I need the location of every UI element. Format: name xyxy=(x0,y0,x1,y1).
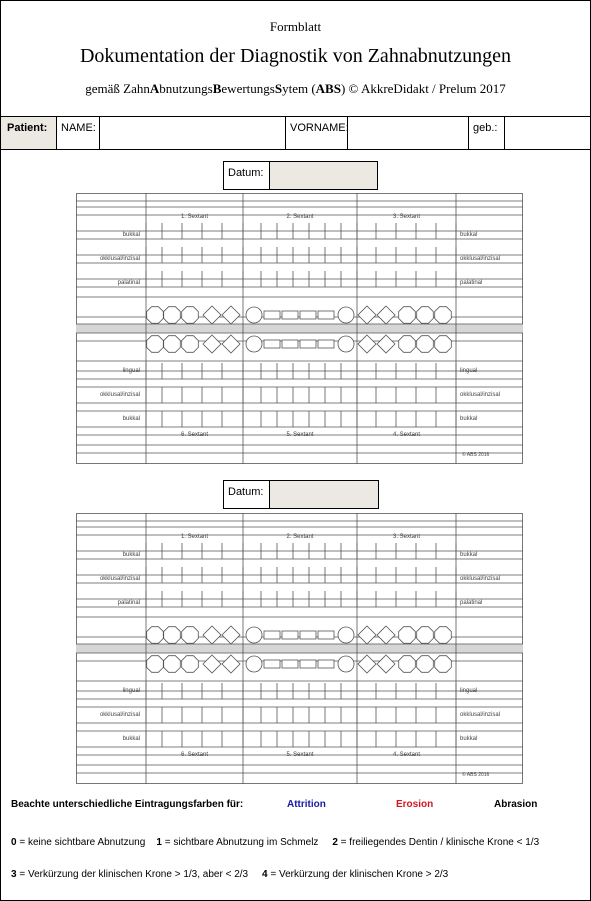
sextant-label: 1. Sextant xyxy=(180,214,209,220)
subtitle-part: S xyxy=(274,81,283,96)
canine-symbol xyxy=(246,656,262,672)
row-label-left: palatinal xyxy=(117,280,140,286)
row-label-left: bukkal xyxy=(122,736,140,742)
canine-symbol xyxy=(246,627,262,643)
molar-symbol xyxy=(147,656,164,673)
incisor-symbol xyxy=(318,340,334,348)
canine-symbol xyxy=(338,627,354,643)
scale-line-1 xyxy=(11,837,539,848)
molar-symbol xyxy=(182,307,199,324)
molar-symbol xyxy=(399,336,416,353)
sextant-label: 5. Sextant xyxy=(286,432,314,438)
legend-intro: Beachte unterschiedliche Eintragungsfarben für: xyxy=(11,799,244,810)
legend-erosion: Erosion xyxy=(396,799,434,810)
canine-symbol xyxy=(338,656,354,672)
legend-attrition: Attrition xyxy=(287,799,326,810)
incisor-symbol xyxy=(300,311,316,319)
dental-chart-1[interactable] xyxy=(76,193,523,464)
incisor-symbol xyxy=(264,660,280,668)
patient-row xyxy=(1,116,590,150)
row-label-right: okklusal/inzisal xyxy=(460,712,501,718)
sextant-label: 1. Sextant xyxy=(180,534,209,540)
chart-copyright: © ABS 2016 xyxy=(462,772,490,778)
incisor-symbol xyxy=(264,311,280,319)
scale-num: 2 xyxy=(332,837,338,848)
sextant-label: 3. Sextant xyxy=(392,534,421,540)
incisor-symbol xyxy=(264,340,280,348)
sextant-label: 4. Sextant xyxy=(392,432,421,438)
incisor-symbol xyxy=(282,340,298,348)
molar-symbol xyxy=(147,627,164,644)
sextant-label: 2. Sextant xyxy=(286,534,314,540)
molar-symbol xyxy=(435,307,452,324)
row-label-right: okklusal/inzisal xyxy=(460,576,501,582)
row-label-right: lingual xyxy=(460,368,478,374)
row-label-right: okklusal/inzisal xyxy=(460,256,501,262)
molar-symbol xyxy=(417,307,434,324)
row-label-right: bukkal xyxy=(460,736,478,742)
scale-num: 1 xyxy=(156,837,162,848)
scale-text: = Verkürzung der klinischen Krone > 1/3, aber < 2/3 xyxy=(16,869,249,880)
subtitle-part: ytem ( xyxy=(282,81,316,96)
sextant-label: 4. Sextant xyxy=(392,752,421,758)
geb-label: geb.: xyxy=(468,117,504,149)
subtitle-part: ABS xyxy=(315,81,341,96)
canine-symbol xyxy=(246,336,262,352)
subtitle-part: B xyxy=(212,81,222,96)
row-label-left: palatinal xyxy=(117,600,140,606)
datum-label: Datum: xyxy=(224,162,270,189)
row-label-right: palatinal xyxy=(460,600,483,606)
molar-symbol xyxy=(164,627,181,644)
datum-field-1[interactable] xyxy=(223,161,378,190)
incisor-symbol xyxy=(300,631,316,639)
row-label-right: okklusal/inzisal xyxy=(460,392,501,398)
molar-symbol xyxy=(417,656,434,673)
datum-field-2[interactable] xyxy=(223,480,379,509)
molar-symbol xyxy=(435,656,452,673)
row-label-left: okklusal/inzisal xyxy=(99,712,140,718)
row-label-right: palatinal xyxy=(460,280,483,286)
incisor-symbol xyxy=(318,660,334,668)
name-field[interactable] xyxy=(99,117,285,149)
incisor-symbol xyxy=(318,631,334,639)
row-label-left: lingual xyxy=(122,368,140,374)
document-title: Dokumentation der Diagnostik von Zahnabnutzungen xyxy=(79,45,511,67)
sextant-label: 6. Sextant xyxy=(180,432,209,438)
form-label: Formblatt xyxy=(269,19,322,34)
subtitle-part: bnutzungs xyxy=(159,81,213,96)
datum-input[interactable] xyxy=(270,162,377,189)
subtitle-part: gemäß Zahn xyxy=(85,81,150,96)
molar-symbol xyxy=(164,656,181,673)
row-label-left: bukkal xyxy=(122,232,140,238)
sextant-label: 3. Sextant xyxy=(392,214,421,220)
incisor-symbol xyxy=(282,311,298,319)
molar-symbol xyxy=(182,627,199,644)
molar-symbol xyxy=(182,336,199,353)
row-label-right: bukkal xyxy=(460,416,478,422)
canine-symbol xyxy=(338,336,354,352)
patient-label: Patient: xyxy=(1,117,56,149)
legend-abrasion: Abrasion xyxy=(494,799,538,810)
name-label: NAME: xyxy=(56,117,99,149)
molar-symbol xyxy=(147,307,164,324)
row-label-right: bukkal xyxy=(460,552,478,558)
incisor-symbol xyxy=(318,311,334,319)
incisor-symbol xyxy=(300,340,316,348)
molar-symbol xyxy=(182,656,199,673)
row-label-left: okklusal/inzisal xyxy=(99,576,140,582)
molar-symbol xyxy=(417,336,434,353)
sextant-label: 2. Sextant xyxy=(286,214,314,220)
molar-symbol xyxy=(399,656,416,673)
chart-copyright: © ABS 2016 xyxy=(462,452,490,458)
subtitle-part: ) © AkkreDidakt / Prelum 2017 xyxy=(340,81,506,96)
row-label-right: bukkal xyxy=(460,232,478,238)
row-label-right: lingual xyxy=(460,688,478,694)
sextant-label: 6. Sextant xyxy=(180,752,209,758)
scale-text: = freiliegendes Dentin / klinische Krone < 1/3 xyxy=(337,837,540,848)
sextant-label: 5. Sextant xyxy=(286,752,314,758)
incisor-symbol xyxy=(282,631,298,639)
scale-text: = keine sichtbare Abnutzung xyxy=(16,837,146,848)
subtitle-part: A xyxy=(149,81,160,96)
geb-field[interactable] xyxy=(504,117,590,149)
canine-symbol xyxy=(246,307,262,323)
dental-chart-2[interactable] xyxy=(76,513,523,784)
subtitle-part: ewertungs xyxy=(221,81,275,96)
scale-num: 0 xyxy=(11,837,17,848)
row-label-left: bukkal xyxy=(122,416,140,422)
vorname-label: VORNAME: xyxy=(285,117,347,149)
scale-num: 3 xyxy=(11,869,17,880)
scale-text: = Verkürzung der klinischen Krone > 2/3 xyxy=(267,869,449,880)
molar-symbol xyxy=(164,307,181,324)
row-label-left: okklusal/inzisal xyxy=(99,392,140,398)
document-subtitle xyxy=(1,81,590,97)
row-label-left: bukkal xyxy=(122,552,140,558)
scale-line-2 xyxy=(11,869,448,880)
row-label-left: okklusal/inzisal xyxy=(99,256,140,262)
molar-symbol xyxy=(417,627,434,644)
molar-symbol xyxy=(147,336,164,353)
scale-text: = sichtbare Abnutzung im Schmelz xyxy=(161,837,319,848)
incisor-symbol xyxy=(282,660,298,668)
molar-symbol xyxy=(399,307,416,324)
incisor-symbol xyxy=(300,660,316,668)
row-label-left: lingual xyxy=(122,688,140,694)
molar-symbol xyxy=(164,336,181,353)
molar-symbol xyxy=(399,627,416,644)
datum-label: Datum: xyxy=(224,481,270,508)
molar-symbol xyxy=(435,627,452,644)
canine-symbol xyxy=(338,307,354,323)
molar-symbol xyxy=(435,336,452,353)
incisor-symbol xyxy=(264,631,280,639)
vorname-field[interactable] xyxy=(347,117,468,149)
scale-num: 4 xyxy=(262,869,268,880)
datum-input[interactable] xyxy=(270,481,378,508)
